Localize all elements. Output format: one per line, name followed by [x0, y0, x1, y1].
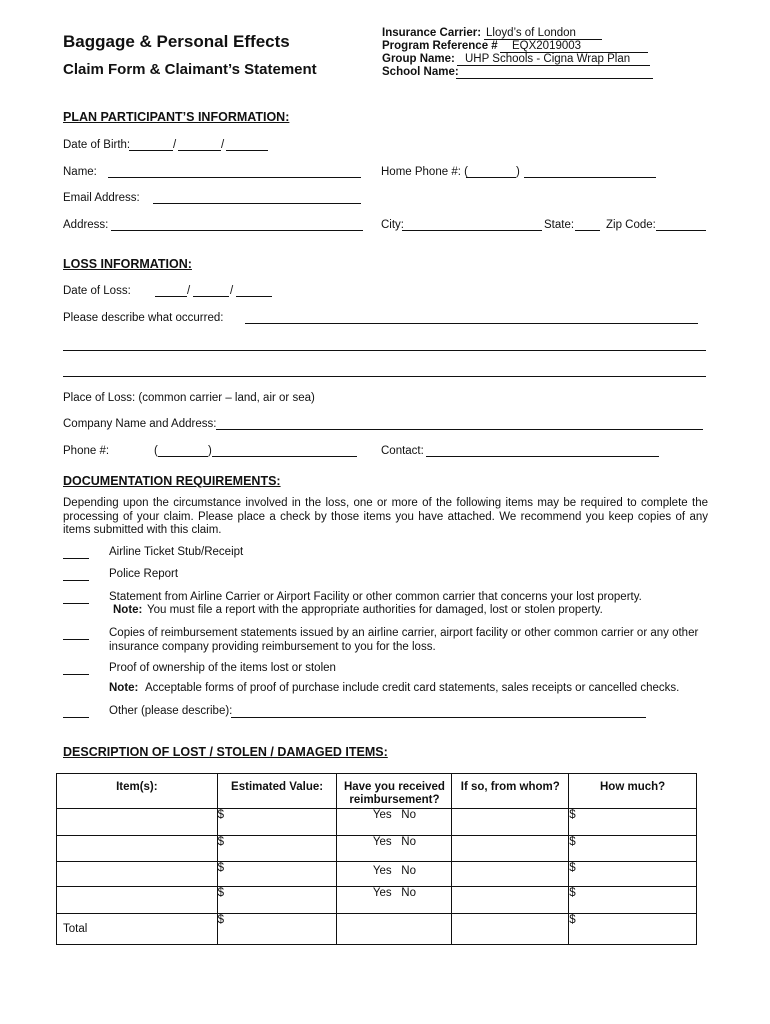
home-phone-area-field[interactable]: [466, 177, 516, 178]
table-row: [57, 862, 697, 887]
address-field[interactable]: [111, 230, 363, 231]
value-cell[interactable]: [217, 862, 337, 887]
loss-heading: LOSS INFORMATION:: [63, 257, 192, 271]
documentation-intro: Depending upon the circumstance involved in the loss, one or more of the following items may be required to complete the processing of your claim. Please place a check by those items you have attached. We recommend you keep copies of any items submitted with this claim.: [63, 497, 708, 536]
place-of-loss-label: Place of Loss: (common carrier – land, air or sea): [63, 392, 315, 404]
carrier-value: Lloyd’s of London: [486, 27, 576, 39]
email-field[interactable]: [153, 203, 361, 204]
home-phone-paren: ): [516, 166, 520, 178]
items-heading: DESCRIPTION OF LOST / STOLEN / DAMAGED ITEMS:: [63, 745, 388, 759]
col-reimbursed: Have you received reimbursement?: [337, 774, 452, 809]
loss-phone-field[interactable]: [212, 456, 357, 457]
dob-label: Date of Birth:: [63, 139, 131, 151]
item-cell[interactable]: [57, 862, 218, 887]
currency-sign: $: [569, 836, 576, 848]
note-2-label: Note:: [109, 682, 139, 694]
table-row: [57, 887, 697, 914]
no-option[interactable]: No: [401, 887, 416, 899]
group-underline: [457, 65, 650, 66]
school-name-field[interactable]: [456, 78, 653, 79]
currency-sign: $: [569, 887, 576, 899]
total-label: Total: [57, 914, 218, 945]
currency-sign: $: [217, 836, 225, 848]
total-how-much-cell[interactable]: [569, 914, 697, 945]
describe-field-line-2[interactable]: [63, 350, 706, 351]
loss-phone-area-field[interactable]: [158, 456, 208, 457]
loss-day-field[interactable]: [193, 296, 229, 297]
how-much-cell[interactable]: [569, 862, 697, 887]
doc-check-3[interactable]: [63, 603, 89, 604]
name-label: Name:: [63, 166, 97, 178]
home-phone-field[interactable]: [524, 177, 656, 178]
table-row: [57, 836, 697, 862]
from-whom-cell[interactable]: [452, 809, 569, 836]
yes-option[interactable]: Yes: [372, 887, 392, 899]
yes-option[interactable]: Yes: [372, 809, 392, 821]
carrier-label: Insurance Carrier:: [382, 27, 482, 39]
zip-field[interactable]: [656, 230, 706, 231]
dob-day-field[interactable]: [178, 150, 221, 151]
from-whom-cell[interactable]: [452, 836, 569, 862]
contact-label: Contact:: [381, 445, 424, 457]
program-value: EQX2019003: [512, 40, 582, 52]
dob-slash-2: /: [221, 139, 225, 151]
from-whom-cell[interactable]: [452, 862, 569, 887]
no-option[interactable]: No: [401, 836, 416, 848]
yes-option[interactable]: Yes: [372, 836, 392, 848]
note-1-text: You must file a report with the appropriate authorities for damaged, lost or stolen property.: [147, 604, 603, 616]
email-label: Email Address:: [63, 192, 140, 204]
loss-date-slash-2: /: [230, 285, 234, 297]
participant-heading: PLAN PARTICIPANT’S INFORMATION:: [63, 110, 290, 124]
company-field[interactable]: [216, 429, 703, 430]
program-label: Program Reference #: [382, 40, 498, 52]
doc-check-2[interactable]: [63, 580, 89, 581]
note-2-text: Acceptable forms of proof of purchase include credit card statements, sales receipts or cancelled checks.: [145, 682, 680, 694]
from-whom-cell[interactable]: [452, 887, 569, 914]
currency-sign: $: [217, 809, 225, 821]
form-title: Baggage & Personal Effects: [63, 32, 290, 51]
note-1-label: Note:: [113, 604, 143, 616]
how-much-cell[interactable]: [569, 836, 697, 862]
items-table: [56, 773, 697, 945]
item-cell[interactable]: [57, 887, 218, 914]
currency-sign: $: [217, 887, 225, 899]
col-items: Item(s):: [57, 774, 218, 809]
total-from-whom-cell: [452, 914, 569, 945]
no-option[interactable]: No: [401, 809, 416, 821]
item-cell[interactable]: [57, 836, 218, 862]
doc-item-1: Airline Ticket Stub/Receipt: [109, 546, 244, 558]
doc-check-4[interactable]: [63, 639, 89, 640]
doc-check-1[interactable]: [63, 558, 89, 559]
currency-sign: $: [569, 914, 576, 926]
currency-sign: $: [569, 862, 576, 874]
no-option[interactable]: No: [401, 865, 416, 877]
describe-label: Please describe what occurred:: [63, 312, 224, 324]
form-subtitle: Claim Form & Claimant’s Statement: [63, 61, 317, 78]
loss-date-label: Date of Loss:: [63, 285, 131, 297]
value-cell[interactable]: [217, 809, 337, 836]
loss-phone-label: Phone #:: [63, 445, 110, 457]
value-cell[interactable]: [217, 836, 337, 862]
how-much-cell[interactable]: [569, 887, 697, 914]
home-phone-label: Home Phone #: (: [381, 166, 468, 178]
doc-item-5: Proof of ownership of the items lost or stolen: [109, 662, 336, 674]
col-estimated-value: Estimated Value:: [217, 774, 337, 809]
loss-date-slash-1: /: [187, 285, 191, 297]
reimbursed-cell: [337, 836, 452, 862]
doc-item-6: Other (please describe):: [109, 705, 233, 717]
items-header-row: [57, 774, 697, 809]
city-field[interactable]: [402, 230, 542, 231]
describe-field-line-1[interactable]: [245, 323, 698, 324]
company-label: Company Name and Address:: [63, 418, 217, 430]
currency-sign: $: [217, 862, 225, 874]
doc-item-2: Police Report: [109, 568, 179, 580]
yes-option[interactable]: Yes: [372, 865, 392, 877]
zip-label: Zip Code:: [606, 219, 656, 231]
describe-field-line-3[interactable]: [63, 376, 706, 377]
doc-item-4: Copies of reimbursement statements issued by an airline carrier, airport facility or other common carrier or any other insurance company providing reimbursement to you for the loss.: [109, 627, 699, 653]
dob-month-field[interactable]: [129, 150, 173, 151]
dob-slash-1: /: [173, 139, 177, 151]
reimbursed-cell: [337, 809, 452, 836]
name-field[interactable]: [108, 177, 361, 178]
group-value: UHP Schools - Cigna Wrap Plan: [465, 53, 631, 65]
address-label: Address:: [63, 219, 109, 231]
currency-sign: $: [217, 914, 225, 926]
state-label: State:: [544, 219, 575, 231]
item-cell[interactable]: [57, 809, 218, 836]
reimbursed-cell: [337, 887, 452, 914]
doc-check-5[interactable]: [63, 674, 89, 675]
doc-item-3: Statement from Airline Carrier or Airport Facility or other common carrier that concerns your lost property.: [109, 591, 642, 603]
how-much-cell[interactable]: [569, 809, 697, 836]
loss-phone-close: ): [208, 445, 212, 457]
total-row: [57, 914, 697, 945]
documentation-heading: DOCUMENTATION REQUIREMENTS:: [63, 474, 281, 488]
value-cell[interactable]: [217, 887, 337, 914]
loss-month-field[interactable]: [155, 296, 187, 297]
loss-year-field[interactable]: [236, 296, 272, 297]
other-describe-field[interactable]: [231, 717, 646, 718]
school-label: School Name:: [382, 66, 459, 78]
col-how-much: How much?: [569, 774, 697, 809]
col-from-whom: If so, from whom?: [452, 774, 569, 809]
group-label: Group Name:: [382, 53, 455, 65]
contact-field[interactable]: [426, 456, 659, 457]
currency-sign: $: [569, 809, 576, 821]
loss-phone-open: (: [154, 445, 158, 457]
total-value-cell[interactable]: [217, 914, 337, 945]
reimbursed-cell: [337, 862, 452, 887]
dob-year-field[interactable]: [226, 150, 268, 151]
table-row: [57, 809, 697, 836]
doc-check-6[interactable]: [63, 717, 89, 718]
total-reimbursed-cell: [337, 914, 452, 945]
city-label: City:: [381, 219, 404, 231]
state-field[interactable]: [575, 230, 600, 231]
